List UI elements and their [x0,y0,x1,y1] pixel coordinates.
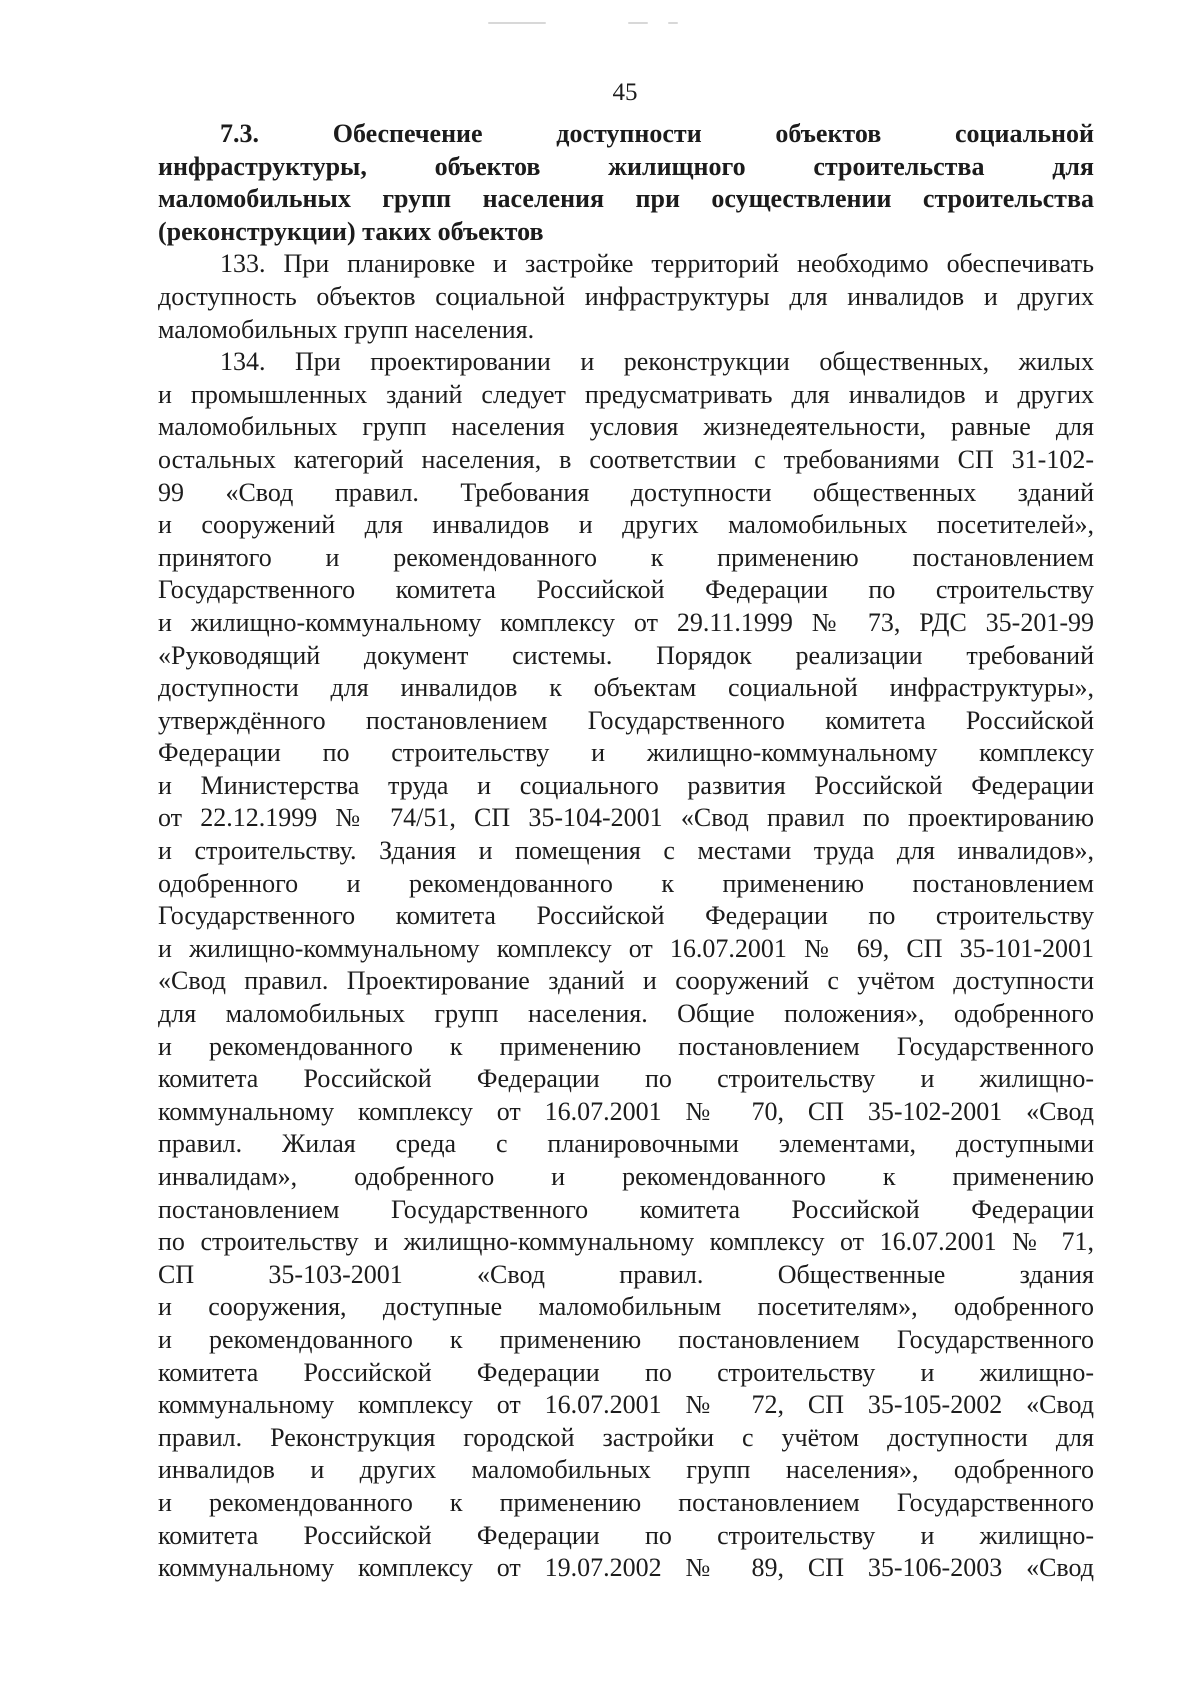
paragraph-line: и рекомендованного к применению постановлением Государственного [158,1487,1094,1517]
paragraph-line: «Свод правил. Проектирование зданий и сооружений с учётом доступности [158,966,1094,996]
paragraph-line: Федерации по строительству и жилищно-коммунальному комплексу [158,738,1094,768]
paragraph-line: СП 35-103-2001 «Свод правил. Общественные здания [158,1259,1094,1289]
heading-line: маломобильных групп населения при осуществлении строительства [158,184,1094,214]
paragraph-line: инвалидам», одобренного и рекомендованного к применению [158,1162,1094,1191]
paragraph-line: 133. При планировке и застройке территорий необходимо обеспечивать [220,249,1094,279]
paragraph-line: правил. Жилая среда с планировочными элементами, доступными [158,1129,1094,1159]
paragraph-line: и Министерства труда и социального развития Российской Федерации [158,770,1094,800]
paragraph-line: правил. Реконструкция городской застройки с учётом доступности для [158,1422,1094,1452]
paragraph-134 [158,346,1094,1585]
paragraph-line: и жилищно-коммунальному комплексу от 29.11.1999 № 73, РДС 35-201-99 [158,607,1094,637]
paragraph-line: постановлением Государственного комитета Российской Федерации [158,1194,1094,1224]
section-heading [158,118,1094,248]
paragraph-line: и промышленных зданий следует предусматривать для инвалидов и других [158,379,1094,409]
paragraph-line: и сооружения, доступные маломобильным посетителям», одобренного [158,1292,1094,1322]
paragraph-133 [158,248,1094,346]
scan-artifact [668,22,678,24]
paragraph-line: для маломобильных групп населения. Общие положения», одобренного [158,999,1094,1029]
paragraph-line: по строительству и жилищно-коммунальному комплексу от 16.07.2001 № 71, [158,1227,1094,1257]
paragraph-line: и строительству. Здания и помещения с местами труда для инвалидов», [158,836,1094,866]
paragraph-line: утверждённого постановлением Государственного комитета Российской [158,705,1094,735]
paragraph-line: маломобильных групп населения условия жизнедеятельности, равные для [158,412,1094,442]
paragraph-line: коммунальному комплексу от 19.07.2002 № 89, СП 35-106-2003 «Свод [158,1553,1094,1583]
paragraph-line: 134. При проектировании и реконструкции общественных, жилых [220,347,1094,377]
paragraph-line: от 22.12.1999 № 74/51, СП 35-104-2001 «Свод правил по проектированию [158,803,1094,833]
paragraph-line: комитета Российской Федерации по строительству и жилищно- [158,1520,1094,1550]
heading-line: (реконструкции) таких объектов [158,216,544,246]
heading-line: инфраструктуры, объектов жилищного строительства для [158,151,1094,181]
paragraph-line: коммунальному комплексу от 16.07.2001 № 70, СП 35-102-2001 «Свод [158,1096,1094,1126]
paragraph-line: остальных категорий населения, в соответствии с требованиями СП 31-102- [158,444,1094,474]
paragraph-line: и рекомендованного к применению постановлением Государственного [158,1324,1094,1354]
paragraph-line: принятого и рекомендованного к применению постановлением [158,542,1094,572]
paragraph-line: Государственного комитета Российской Федерации по строительству [158,901,1094,931]
paragraph-line: доступность объектов социальной инфраструктуры для инвалидов и других [158,281,1094,311]
paragraph-line: одобренного и рекомендованного к применению постановлением [158,868,1094,898]
page-number: 45 [612,79,638,106]
paragraph-line: и рекомендованного к применению постановлением Государственного [158,1031,1094,1061]
scan-artifact [488,22,546,24]
paragraph-line: комитета Российской Федерации по строительству и жилищно- [158,1357,1094,1387]
heading-line: 7.3. Обеспечение доступности объектов социальной [220,119,1094,148]
paragraph-line: маломобильных групп населения. [158,314,535,344]
paragraph-line: и сооружений для инвалидов и других маломобильных посетителей», [158,510,1094,540]
paragraph-line: 99 «Свод правил. Требования доступности общественных зданий [158,477,1094,507]
paragraph-line: доступности для инвалидов к объектам социальной инфраструктуры», [158,673,1094,703]
paragraph-line: и жилищно-коммунальному комплексу от 16.07.2001 № 69, СП 35-101-2001 [158,933,1094,963]
paragraph-line: Государственного комитета Российской Федерации по строительству [158,575,1094,605]
paragraph-line: инвалидов и других маломобильных групп населения», одобренного [158,1455,1094,1485]
paragraph-line: коммунальному комплексу от 16.07.2001 № 72, СП 35-105-2002 «Свод [158,1390,1094,1420]
document-body [158,118,1094,1585]
paragraph-line: «Руководящий документ системы. Порядок реализации требований [158,640,1094,670]
scan-artifact [628,22,648,24]
paragraph-line: комитета Российской Федерации по строительству и жилищно- [158,1064,1094,1094]
